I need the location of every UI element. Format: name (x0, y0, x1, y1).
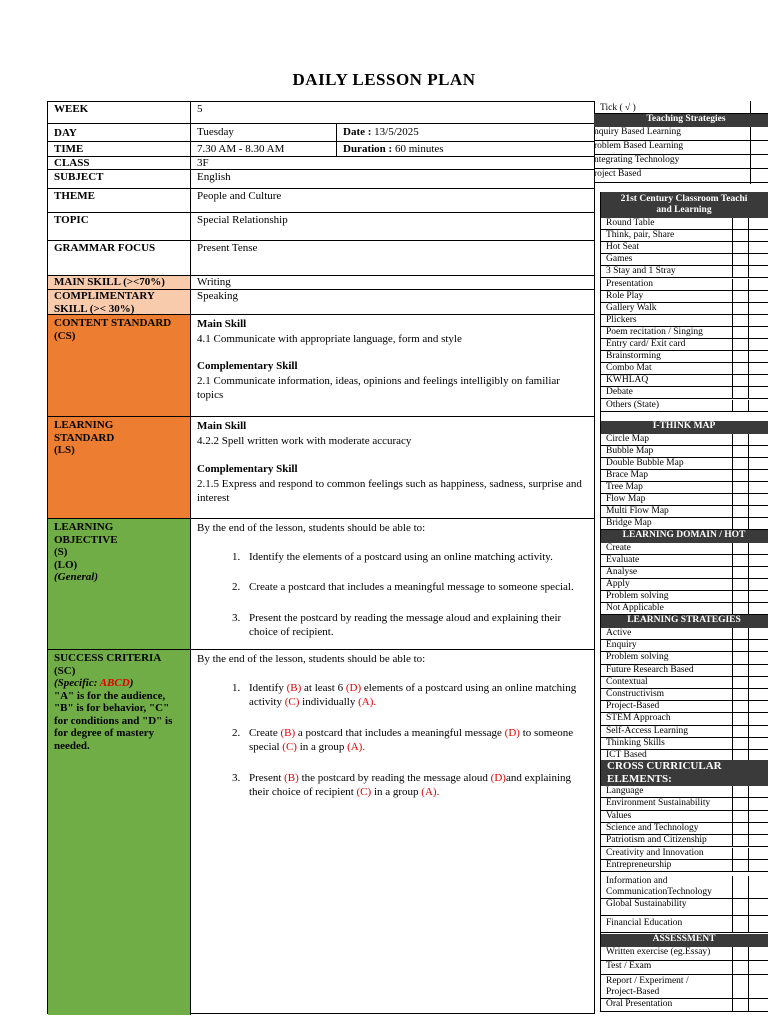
ls-main-text: 4.2.2 Spell written work with moderate accuracy (197, 434, 412, 447)
ithink-item (600, 482, 768, 494)
grammar-label: GRAMMAR FOCUS (48, 241, 191, 275)
tick-box[interactable] (732, 665, 749, 676)
c21-item-label: Role Play (606, 290, 644, 301)
tick-box[interactable] (732, 327, 749, 338)
c21-item-label: KWHLAQ (606, 375, 649, 386)
cc-header-line2: ELEMENTS: (607, 772, 672, 785)
learning-strategy-item-label: Active (606, 628, 632, 638)
learning-strategy-item-label: Problem solving (606, 652, 669, 663)
teaching-strategies-header: Teaching Strategies (594, 114, 768, 127)
c21-item (600, 254, 768, 266)
learning-strategy-item (600, 726, 768, 738)
teaching-strategy-item-label: ntegrating Technology (594, 155, 680, 165)
learning-strategy-item-label: Enquiry (606, 640, 637, 651)
page-title: DAILY LESSON PLAN (292, 70, 476, 89)
sc-item-2: 2. Create (B) a postcard that includes a meaningful message (D) to someone special (C) in a group (A). (243, 726, 588, 755)
c21-item (600, 291, 768, 303)
learning-domain-item-label: Problem solving (606, 591, 669, 601)
lo-item: 2. Create a postcard that includes a meaningful message to someone special. (243, 580, 588, 595)
c21-item (600, 315, 768, 327)
grammar-row (48, 240, 594, 275)
cs-comp-heading: Complementary Skill (197, 360, 298, 372)
c21-item-label: Entry card/ Exit card (606, 339, 686, 349)
tick-box[interactable] (732, 230, 749, 241)
day-label: DAY (48, 124, 191, 141)
tick-box[interactable] (732, 315, 749, 326)
cs-label-line1: CONTENT STANDARD (54, 317, 172, 329)
ithink-item (600, 446, 768, 458)
tick-box[interactable] (732, 628, 749, 639)
ithink-item (600, 506, 768, 518)
tick-box[interactable] (732, 916, 749, 932)
assessment-header: ASSESSMENT (600, 934, 768, 947)
teaching-strategy-item-label: nquiry Based Learning (594, 127, 682, 137)
assessment-item (600, 947, 768, 961)
c21-item (600, 279, 768, 291)
assessment-item (600, 961, 768, 975)
comp-skill-value: Speaking (197, 290, 238, 302)
success-criteria-value (191, 650, 594, 1015)
teaching-strategy-item (594, 141, 768, 155)
success-criteria-row (48, 649, 594, 1015)
tick-box[interactable] (732, 543, 749, 554)
content-standard-label (48, 315, 191, 416)
learning-strategy-item-label: Thinking Skills (606, 737, 665, 748)
duration-value: 60 minutes (392, 143, 444, 155)
topic-row (48, 212, 594, 240)
tick-box[interactable] (732, 591, 749, 602)
tick-box[interactable] (732, 640, 749, 651)
comp-skill-row (48, 289, 594, 314)
cross-curricular-item (600, 860, 768, 872)
assessment-item-label: Written exercise (eg.Essay) (606, 947, 711, 957)
topic-value: Special Relationship (197, 214, 288, 226)
ithink-item-label: Multi Flow Map (606, 506, 669, 516)
teaching-strategy-item-label: roject Based (594, 169, 642, 179)
learning-objective-label (48, 519, 191, 649)
duration-label: Duration : (343, 143, 393, 155)
class-label: CLASS (48, 157, 191, 169)
cs-main-heading: Main Skill (197, 318, 247, 330)
c21-item-label: Presentation (606, 278, 653, 289)
learning-domain-item (600, 555, 768, 567)
cs-label-line2: (CS) (54, 329, 76, 342)
cs-comp-text: 2.1 Communicate information, ideas, opinions and feelings intelligibly on familiar topics (197, 374, 560, 401)
tick-box[interactable] (732, 518, 749, 529)
tick-box[interactable] (732, 339, 749, 350)
tick-box[interactable] (732, 798, 749, 809)
tick-box[interactable] (732, 876, 749, 898)
date-value: 13/5/2025 (371, 126, 419, 138)
ithink-item-label: Circle Map (606, 434, 650, 444)
day-row (48, 123, 594, 141)
tick-box[interactable] (732, 713, 749, 724)
c21-item (600, 327, 768, 339)
theme-value: People and Culture (197, 190, 282, 202)
cross-curricular-item-label: Creativity and Innovation (606, 847, 704, 858)
learning-domain-item-label: Create (606, 543, 631, 553)
tick-box[interactable] (732, 899, 749, 915)
c21-item (600, 218, 768, 230)
lo-label-line3: (S) (54, 546, 68, 558)
sc-specific-abcd: ABCD (99, 677, 130, 689)
assess-item-report: Report / Experiment / Project-Based (600, 975, 768, 999)
sc-list (197, 681, 588, 800)
learning-strategy-item (600, 665, 768, 677)
learning-strategy-item (600, 628, 768, 640)
lo-intro: By the end of the lesson, students should be able to: (197, 522, 426, 534)
tick-box[interactable] (732, 351, 749, 362)
c21-item-label: 3 Stay and 1 Stray (606, 266, 676, 277)
c21-item (600, 266, 768, 278)
c21-item (600, 363, 768, 375)
learning-domain-item (600, 543, 768, 555)
ithink-item-label: Bubble Map (606, 446, 654, 456)
learning-strategy-item-label: Self-Access Learning (606, 725, 689, 736)
day-value: Tuesday (191, 124, 337, 141)
sc-label-line2: (SC) (54, 664, 76, 677)
week-value: 5 (197, 103, 203, 115)
lo-label-line2: OBJECTIVE (54, 533, 118, 546)
learning-objective-row (48, 518, 594, 649)
sc-specific-suffix: ) (129, 677, 134, 689)
tick-box[interactable] (732, 652, 749, 663)
learning-domain-item-label: Analyse (606, 567, 638, 577)
ithink-item-label: Brace Map (606, 470, 648, 480)
learning-domain-item (600, 579, 768, 591)
learning-strategy-item (600, 738, 768, 750)
tick-box[interactable] (732, 975, 749, 998)
learning-domain-item (600, 591, 768, 603)
c21-item (600, 242, 768, 254)
ithink-item (600, 518, 768, 530)
tick-box[interactable] (732, 303, 749, 314)
learning-strategy-item (600, 677, 768, 689)
subject-label: SUBJECT (48, 170, 191, 188)
ithink-item (600, 494, 768, 506)
c21-item-label: Round Table (606, 218, 655, 228)
assessment-item-label: Test / Exam (606, 961, 652, 971)
sc-item-3: 3. Present (B) the postcard by reading the message aloud (D)and explaining their choice of recipient (C) in a group (A). (243, 771, 588, 800)
ithink-item-label: Flow Map (606, 494, 646, 504)
c21-item (600, 375, 768, 387)
tick-box[interactable] (732, 701, 749, 712)
tick-box[interactable] (732, 999, 749, 1011)
learning-objective-value (191, 519, 594, 649)
learning-strategy-item (600, 713, 768, 725)
learning-domain-item-label: Evaluate (606, 555, 640, 565)
learning-strategy-item-label: Project-Based (606, 701, 660, 712)
main-skill-value: Writing (197, 276, 231, 288)
lo-label-line1: LEARNING (54, 521, 114, 533)
c21-item (600, 387, 768, 399)
sc-abcd-description: "A" is for the audience, "B" is for behavior, "C" for conditions and "D" is for degree of mastery needed. (54, 689, 173, 752)
tick-box[interactable] (732, 579, 749, 590)
tick-box[interactable] (732, 811, 749, 822)
theme-label: THEME (48, 189, 191, 212)
cross-curricular-item-label: Entrepreneurship (606, 859, 672, 870)
tick-box[interactable] (732, 375, 749, 386)
tick-box[interactable] (732, 689, 749, 700)
learning-domain-item-label: Not Applicable (606, 603, 664, 613)
tick-box[interactable] (750, 141, 768, 154)
cross-curricular-item-label: Environment Sustainability (606, 798, 711, 809)
learning-strategy-item-label: ICT Based (606, 750, 647, 760)
cross-curricular-item (600, 786, 768, 798)
learning-strategy-item (600, 689, 768, 701)
tick-box[interactable] (732, 266, 749, 277)
ithink-header: I-THINK MAP (600, 421, 768, 434)
learning-strategies-header: LEARNING STRATEGIES (600, 615, 768, 628)
cs-main-text: 4.1 Communicate with appropriate language, form and style (197, 332, 462, 345)
theme-row (48, 188, 594, 212)
cross-curricular-header (600, 760, 768, 786)
comp-skill-label-line2: SKILL (>< 30%) (54, 302, 135, 315)
c21-item-label: Games (606, 254, 633, 265)
tick-box[interactable] (732, 555, 749, 566)
tick-box[interactable] (732, 738, 749, 749)
comp-skill-label (48, 290, 191, 314)
sc-intro: By the end of the lesson, students should be able to: (197, 653, 426, 665)
tick-box[interactable] (732, 400, 749, 411)
subject-row (48, 169, 594, 188)
cross-curricular-item-label: Values (606, 810, 632, 821)
learning-standard-label (48, 417, 191, 518)
tick-box[interactable] (732, 218, 749, 229)
c21-item (600, 303, 768, 315)
learning-domain-item-label: Apply (606, 579, 630, 589)
assess-item-oral: Oral Presentation (600, 999, 768, 1012)
cross-curricular-item (600, 848, 768, 860)
content-standard-value (191, 315, 594, 416)
learning-strategy-item-label: Constructivism (606, 689, 665, 699)
date-label: Date : (343, 126, 372, 138)
c21-item-label: Debate (606, 387, 633, 398)
time-row (48, 141, 594, 156)
ithink-item (600, 434, 768, 446)
lo-label-line5: (General) (54, 571, 98, 583)
main-skill-label: MAIN SKILL (><70%) (48, 276, 191, 289)
c21-item-label: Hot Seat (606, 242, 639, 253)
tick-box[interactable] (732, 254, 749, 265)
c21-item-label: Poem recitation / Singing (606, 326, 703, 337)
cross-curricular-item-label: Patriotism and Citizenship (606, 835, 707, 846)
week-row (48, 102, 594, 123)
ithink-item-label: Double Bubble Map (606, 458, 684, 468)
ithink-item (600, 470, 768, 482)
c21-item-label: Plickers (606, 314, 637, 325)
learning-domain-item (600, 567, 768, 579)
time-value: 7.30 AM - 8.30 AM (191, 142, 337, 156)
tick-label: Tick ( √ ) (600, 103, 636, 113)
sc-specific (54, 677, 184, 690)
c21-header (600, 192, 768, 218)
cross-curricular-item (600, 835, 768, 847)
c21-item-label: Brainstorming (606, 351, 661, 362)
ls-comp-text: 2.1.5 Express and respond to common feelings such as happiness, sadness, surprise and interest (197, 477, 582, 504)
tick-box[interactable] (732, 677, 749, 688)
teaching-strategy-item (594, 127, 768, 141)
learning-strategy-item (600, 640, 768, 652)
learning-standard-row (48, 416, 594, 518)
tick-box[interactable] (732, 506, 749, 517)
tick-box[interactable] (732, 363, 749, 374)
ls-label-line3: (LS) (54, 444, 75, 456)
cross-curricular-item-label: Language (606, 786, 644, 796)
c21-header-line2: and Learning (656, 205, 712, 215)
cross-curricular-item-label: Science and Technology (606, 822, 699, 833)
tick-box[interactable] (732, 482, 749, 493)
cross-curricular-item (600, 798, 768, 810)
tick-box[interactable] (732, 434, 749, 445)
learning-standard-value (191, 417, 594, 518)
cross-curricular-item (600, 823, 768, 835)
cc-item-global: Global Sustainability (600, 899, 768, 916)
tick-box[interactable] (732, 726, 749, 737)
tick-box[interactable] (750, 169, 768, 182)
c21-item-label: Gallery Walk (606, 302, 657, 313)
teaching-strategy-item-label: roblem Based Learning (594, 141, 684, 151)
learning-domain-item (600, 603, 768, 615)
week-label: WEEK (48, 102, 191, 123)
tick-box[interactable] (732, 947, 749, 960)
ls-main-heading: Main Skill (197, 420, 247, 432)
lo-item: 1. Identify the elements of a postcard using an online matching activity. (243, 550, 588, 565)
tick-box[interactable] (732, 860, 749, 871)
tick-box[interactable] (732, 567, 749, 578)
cc-item-ict: Information and CommunicationTechnology (600, 876, 768, 899)
topic-label: TOPIC (48, 213, 191, 240)
teaching-strategy-item (594, 169, 768, 183)
c21-item (600, 339, 768, 351)
tick-box[interactable] (732, 279, 749, 290)
tick-box[interactable] (732, 242, 749, 253)
cross-curricular-item (600, 811, 768, 823)
c21-item-label: Combo Mat (606, 363, 652, 374)
ithink-item-label: Bridge Map (606, 518, 652, 528)
content-standard-row (48, 314, 594, 416)
tick-box[interactable] (750, 127, 768, 140)
tick-box[interactable] (732, 835, 749, 846)
tick-box[interactable] (732, 494, 749, 505)
ls-label-line1: LEARNING (54, 419, 114, 431)
learning-strategy-item (600, 701, 768, 713)
main-skill-row (48, 275, 594, 289)
date-cell (337, 124, 594, 141)
c21-item (600, 230, 768, 242)
cc-item-financial: Financial Education (600, 916, 768, 933)
comp-skill-label-line1: COMPLIMENTARY (54, 290, 155, 302)
grammar-value: Present Tense (197, 242, 258, 254)
tick-box[interactable] (732, 848, 749, 859)
learning-strategy-item (600, 652, 768, 664)
tick-box[interactable] (732, 291, 749, 302)
time-label: TIME (48, 142, 191, 156)
sc-specific-prefix: (Specific: (54, 677, 100, 689)
tick-box[interactable] (750, 155, 768, 168)
cc-header-line1: CROSS CURRICULAR (607, 760, 722, 772)
tick-box[interactable] (732, 961, 749, 974)
teaching-strategy-item (594, 155, 768, 169)
tick-box[interactable] (732, 446, 749, 457)
tick-box[interactable] (732, 387, 749, 398)
lesson-plan-table (47, 101, 595, 1014)
tick-box[interactable] (732, 823, 749, 834)
c21-item (600, 400, 768, 412)
c21-item (600, 351, 768, 363)
learning-strategy-item-label: Contextual (606, 676, 648, 687)
tick-box[interactable] (732, 603, 749, 614)
learning-strategy-item-label: Future Research Based (606, 664, 694, 675)
tick-box[interactable] (732, 458, 749, 469)
strategies-panel (594, 101, 768, 1014)
lo-label-line4: (LO) (54, 558, 78, 571)
tick-box[interactable] (732, 786, 749, 797)
c21-item-label: Others (State) (606, 399, 660, 410)
lo-list (197, 550, 588, 640)
class-row (48, 156, 594, 169)
c21-item-label: Think, pair, Share (606, 230, 675, 241)
class-value: 3F (197, 157, 209, 169)
c21-header-line1: 21st Century Classroom Teachi (620, 194, 748, 204)
ls-label-line2: STANDARD (54, 431, 115, 444)
ithink-item (600, 458, 768, 470)
lo-item: 3. Present the postcard by reading the message aloud and explaining their choice of recipient. (243, 611, 588, 640)
sc-label-line1: SUCCESS CRITERIA (54, 652, 162, 664)
sc-item-1: 1. Identify (B) at least 6 (D) elements of a postcard using an online matching activity (C) individually (A). (243, 681, 588, 710)
success-criteria-label (48, 650, 191, 1015)
subject-value: English (197, 171, 231, 183)
ithink-item-label: Tree Map (606, 482, 643, 492)
ls-comp-heading: Complementary Skill (197, 463, 298, 475)
tick-box[interactable] (732, 470, 749, 481)
duration-cell (337, 142, 594, 156)
learning-strategy-item-label: STEM Approach (606, 713, 671, 724)
learning-domain-header: LEARNING DOMAIN / HOT (600, 530, 768, 543)
